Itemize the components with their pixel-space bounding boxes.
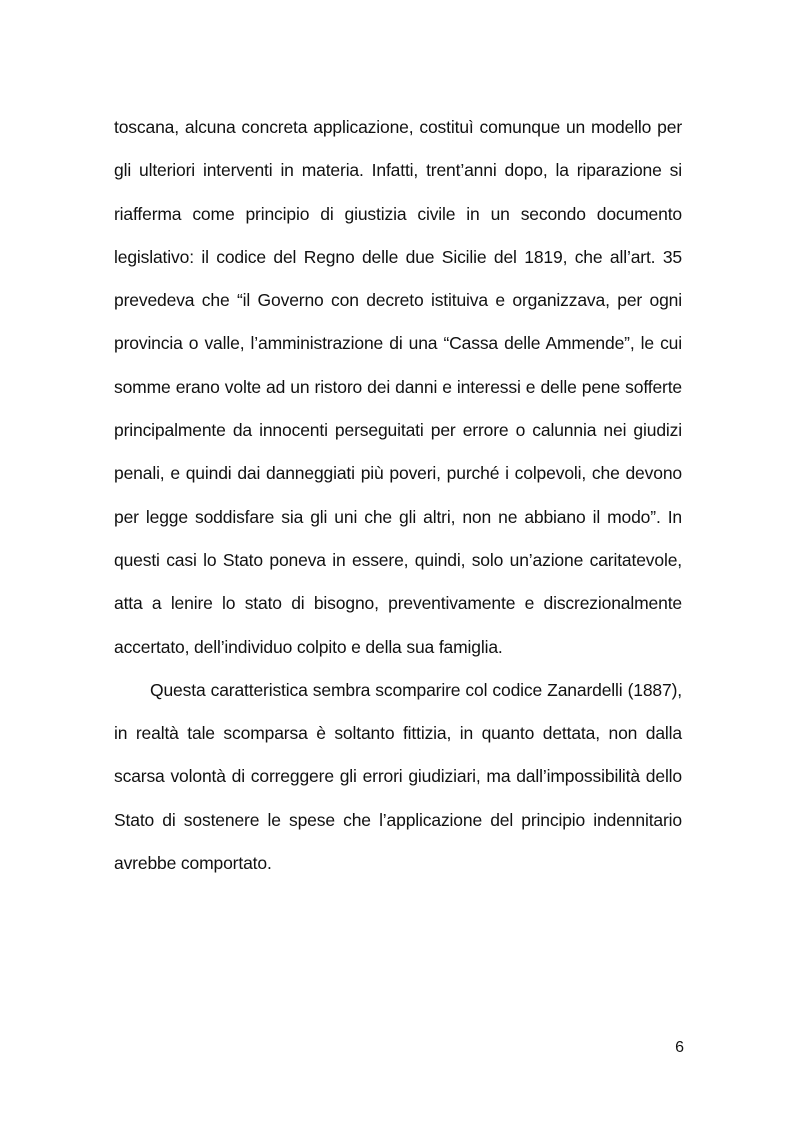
text-line: provincia o valle, l’amministrazione di una “Cassa delle Ammende”, le cui [114, 333, 682, 354]
text-line: legislativo: il codice del Regno delle due Sicilie del 1819, che all’art. 35 [114, 246, 682, 267]
paragraph-2 [114, 675, 682, 891]
text-line: in realtà tale scomparsa è soltanto fittizia, in quanto dettata, non dalla [114, 723, 682, 744]
paragraph-1 [114, 112, 682, 675]
text-line: scarsa volontà di correggere gli errori giudiziari, ma dall’impossibilità dello [114, 766, 682, 787]
text-line: gli ulteriori interventi in materia. Infatti, trent’anni dopo, la riparazione si [114, 160, 682, 181]
text-line: penali, e quindi dai danneggiati più poveri, purché i colpevoli, che devono [114, 463, 682, 484]
text-line: Stato di sostenere le spese che l’applicazione del principio indennitario [114, 809, 682, 830]
text-line: accertato, dell’individuo colpito e della sua famiglia. [114, 636, 503, 657]
text-line: principalmente da innocenti perseguitati per errore o calunnia nei giudizi [114, 420, 682, 441]
text-line: riafferma come principio di giustizia civile in un secondo documento [114, 203, 682, 224]
text-line: prevedeva che “il Governo con decreto istituiva e organizzava, per ogni [114, 290, 682, 311]
text-line: toscana, alcuna concreta applicazione, costituì comunque un modello per [114, 117, 682, 137]
body-text [114, 112, 682, 891]
text-line: atta a lenire lo stato di bisogno, preventivamente e discrezionalmente [114, 593, 682, 614]
text-line: questi casi lo Stato poneva in essere, quindi, solo un’azione caritatevole, [114, 549, 682, 570]
text-line: per legge soddisfare sia gli uni che gli altri, non ne abbiano il modo”. In [114, 506, 682, 527]
text-line: somme erano volte ad un ristoro dei danni e interessi e delle pene sofferte [114, 376, 682, 397]
text-line: avrebbe comportato. [114, 853, 272, 874]
text-line: Questa caratteristica sembra scomparire col codice Zanardelli (1887), [150, 679, 682, 700]
page-number: 6 [675, 1039, 684, 1056]
